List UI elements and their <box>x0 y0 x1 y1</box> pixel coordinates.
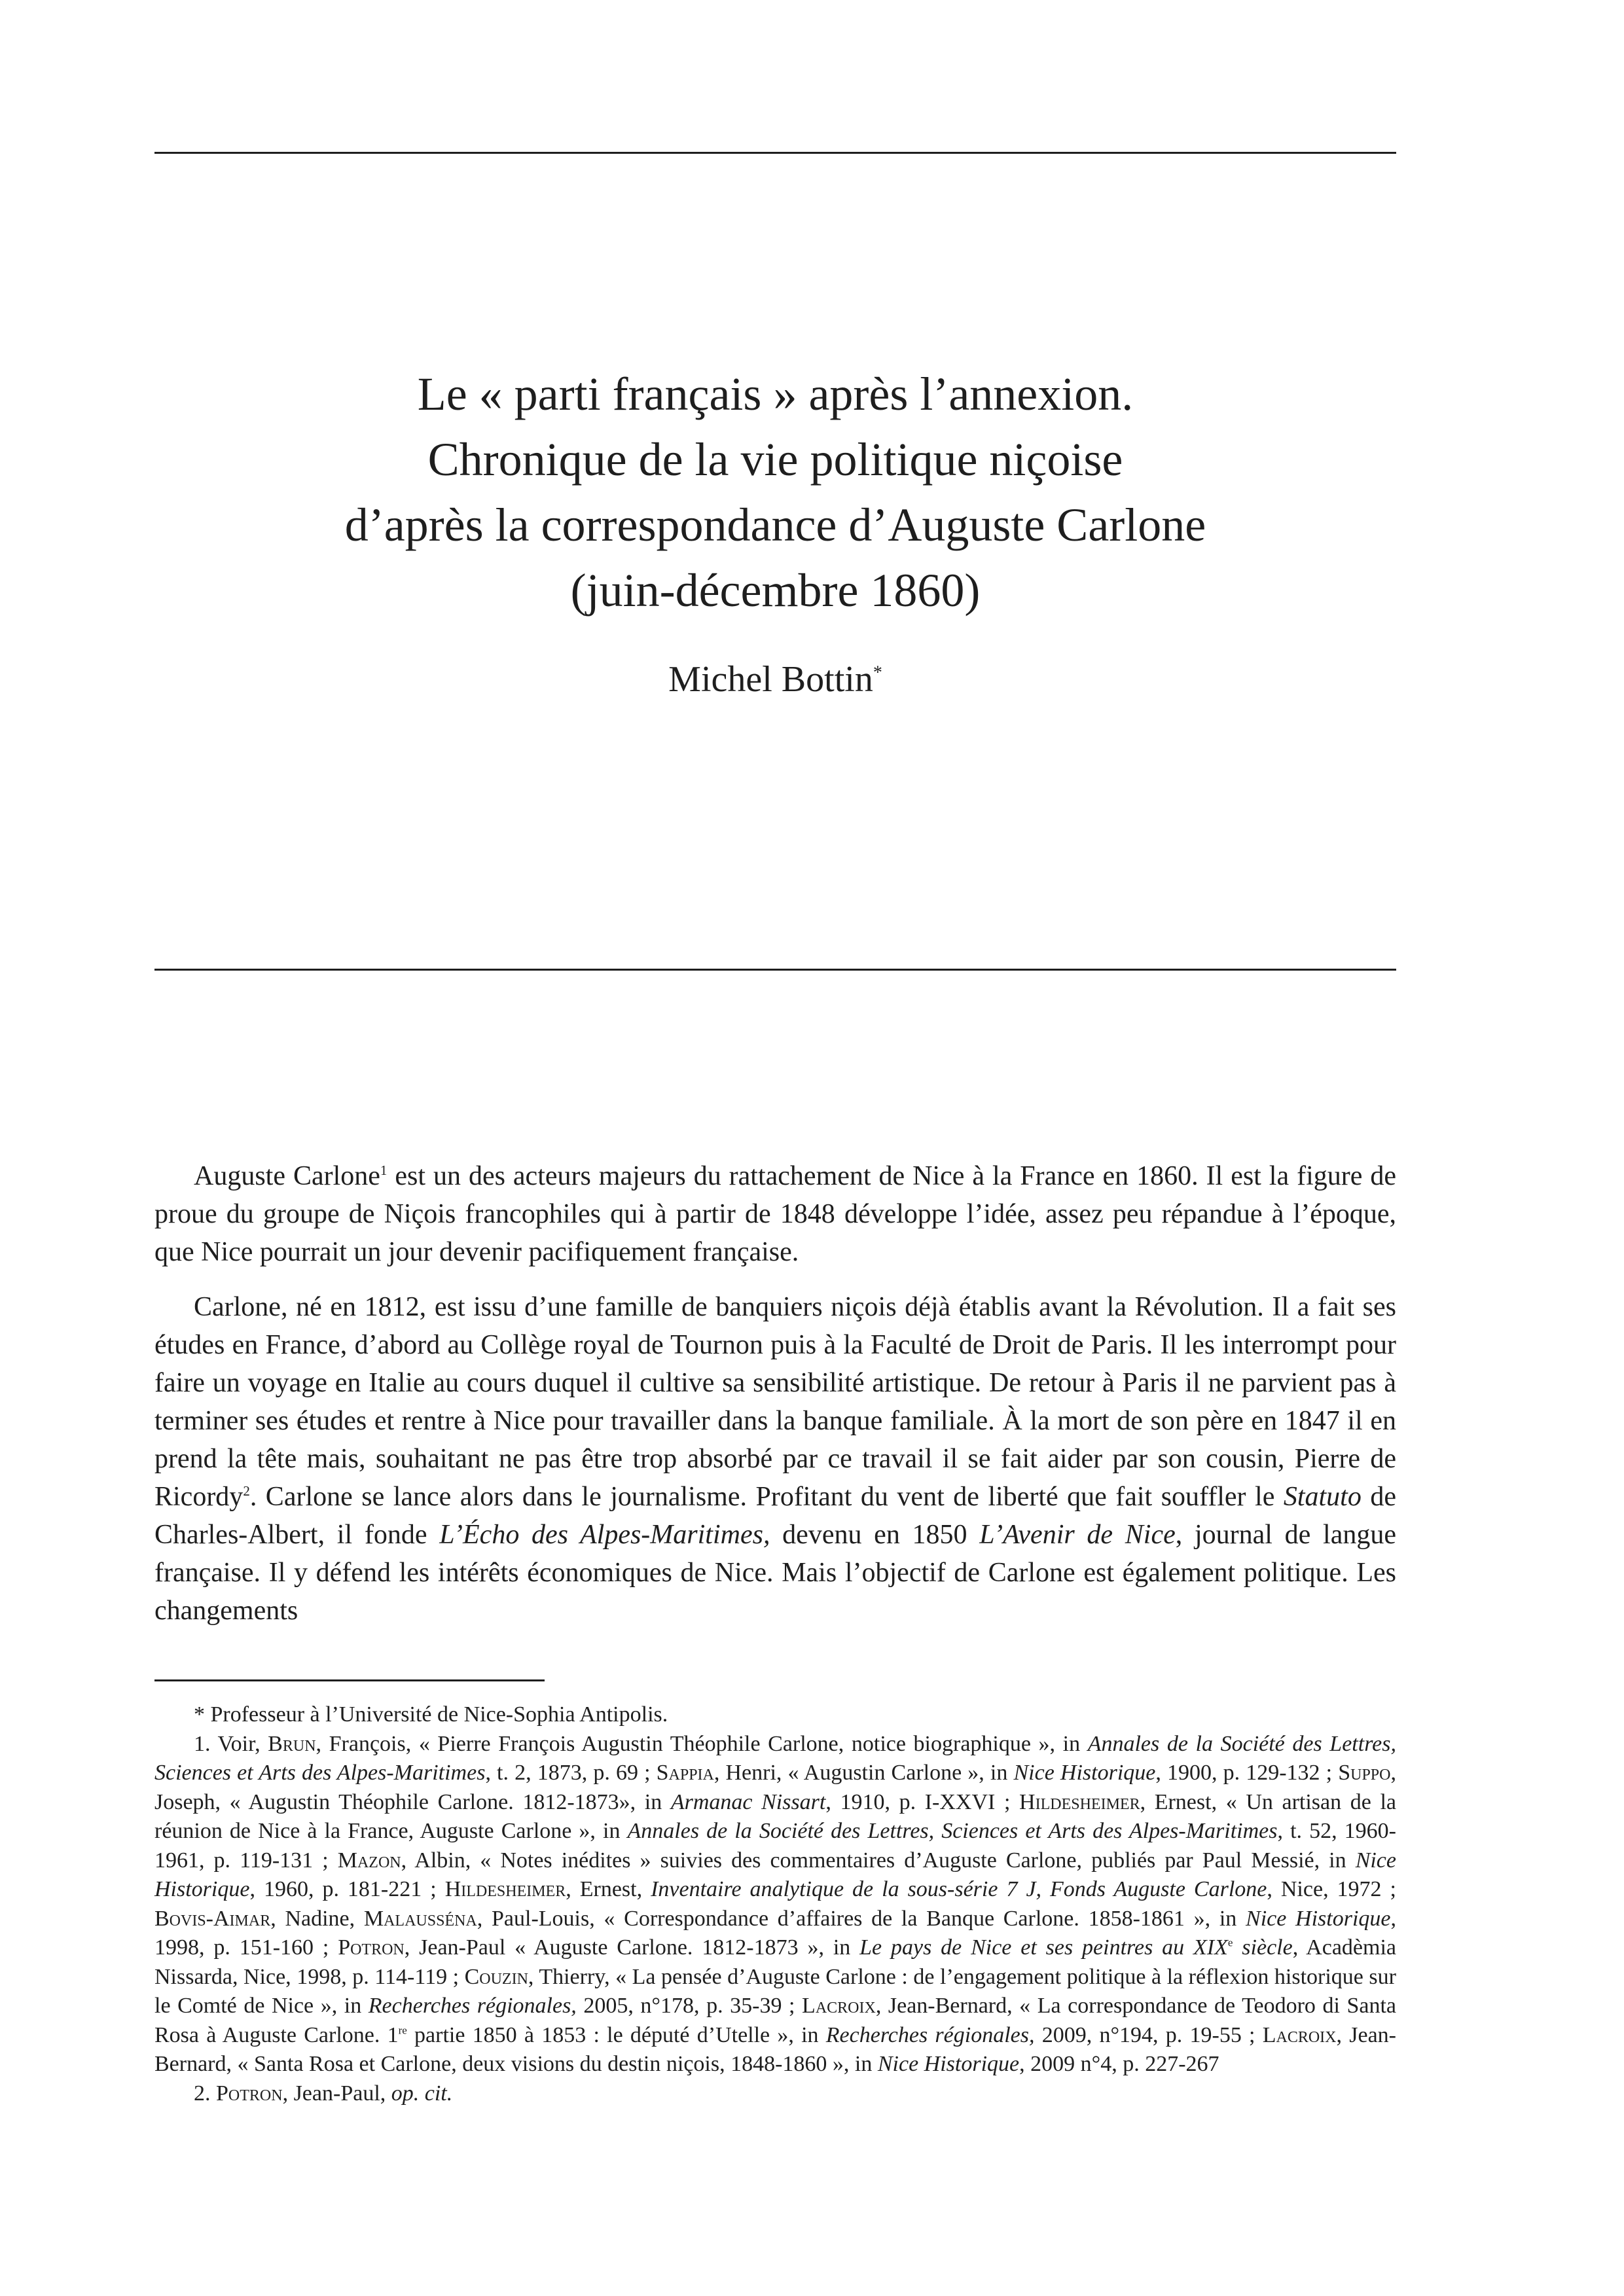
italic-text-run: Le pays de Nice et ses peintres au XIX <box>859 1935 1228 1960</box>
text-run: . Carlone se lance alors dans le journalisme. Profitant du vent de liberté que fait souffler le <box>249 1482 1284 1512</box>
text-run: , Nadine, <box>270 1906 364 1931</box>
text-run: , Joseph, « Augustin Théophile Carlone. 1812-1873», in <box>154 1761 1396 1814</box>
author-surname: Mazon <box>337 1848 401 1873</box>
italic-text-run: Annales de la Société des Lettres, Sciences et Arts des Alpes-Maritimes <box>154 1731 1396 1785</box>
author-surname: Lacroix <box>1262 2022 1337 2047</box>
author-surname: Couzin <box>464 1964 528 1989</box>
paragraph-1 <box>154 1157 1396 1271</box>
text-run: , Acadèmia Nissarda, Nice, 1998, p. 114-119 ; <box>154 1935 1396 1989</box>
italic-text-run: Inventaire analytique de la sous-série 7 J, Fonds Auguste Carlone <box>651 1877 1267 1901</box>
text-run: , Jean-Bernard, « Santa Rosa et Carlone, deux visions du destin niçois, 1848-1860 », in <box>154 2022 1396 2076</box>
author-byline <box>154 653 1396 706</box>
text-run: devenu en 1850 <box>770 1520 980 1550</box>
text-run: , Ernest, « Un artisan de la réunion de Nice à la France, Auguste Carlone », in <box>154 1789 1396 1843</box>
text-run: 2. <box>194 2081 216 2106</box>
body-text <box>154 1157 1396 1647</box>
author-surname: Potron <box>338 1935 405 1960</box>
italic-text-run: Nice Historique <box>154 1848 1396 1901</box>
superscript: e <box>1227 1936 1233 1949</box>
text-run: Auguste Carlone <box>194 1161 380 1191</box>
top-rule <box>154 152 1396 154</box>
text-run: , Albin, « Notes inédites » suivies des commentaires d’Auguste Carlone, publiés par Paul Messié, in <box>401 1848 1356 1873</box>
article-title <box>154 361 1396 623</box>
text-run: , François, « Pierre François Augustin Théophile Carlone, notice biographique », in <box>316 1731 1088 1756</box>
text-run: , t. 2, 1873, p. 69 ; <box>485 1761 657 1785</box>
paragraph-2 <box>154 1288 1396 1630</box>
title-line-1: Le « parti français » après l’annexion. <box>417 368 1134 420</box>
footnote-ref-2: 2 <box>243 1483 250 1499</box>
text-run: 1. Voir, <box>194 1731 268 1756</box>
footnote-2 <box>154 2079 1396 2109</box>
text-run: , journal de langue française. Il y défend les intérêts économiques de Nice. Mais l’objectif de Carlone est également politique. Les changements <box>154 1520 1397 1626</box>
title-line-4: (juin-décembre 1860) <box>570 564 981 617</box>
text-run: , Nice, 1972 ; <box>1267 1877 1396 1901</box>
text-run: , Paul-Louis, « Correspondance d’affaires de la Banque Carlone. 1858-1861 », in <box>477 1906 1246 1931</box>
author-surname: Brun <box>268 1731 316 1756</box>
author-surname: Potron <box>216 2081 283 2106</box>
author-footnote-mark: * <box>873 662 882 683</box>
text-run: partie 1850 à 1853 : le député d’Utelle », in <box>406 2022 826 2047</box>
italic-text-run: op. cit. <box>391 2081 453 2106</box>
italic-text-run: Nice Historique <box>877 2052 1020 2076</box>
title-bottom-rule <box>154 969 1396 971</box>
author-surname: Sappia <box>656 1761 714 1785</box>
text-run: , Thierry, « La pensée d’Auguste Carlone : de l’engagement politique à la réflexion historique sur le Comté de Nice », in <box>154 1964 1396 2018</box>
author-surname: Hildesheimer <box>444 1877 566 1901</box>
text-run: , 2009 n°4, p. 227-267 <box>1019 2052 1219 2076</box>
text-run: , 1910, p. I-XXVI ; <box>825 1789 1020 1814</box>
text-run: 2009, n°194, p. 19-55 ; <box>1034 2022 1263 2047</box>
italic-text-run: Annales de la Société des Lettres, Sciences et Arts des Alpes-Maritimes <box>627 1819 1278 1843</box>
superscript: re <box>398 2024 407 2037</box>
italic-text-run: Recherches régionales, <box>825 2022 1035 2047</box>
italic-text-run: Nice Historique <box>1246 1906 1391 1931</box>
author-surname: Lacroix <box>802 1994 876 2018</box>
text-run: , Ernest, <box>566 1877 651 1901</box>
footnote-1 <box>154 1730 1396 2079</box>
text-run: , Jean-Paul « Auguste Carlone. 1812-1873 », in <box>404 1935 860 1960</box>
text-run: , 1998, p. 151-160 ; <box>154 1906 1396 1960</box>
footnote-ref-1: 1 <box>380 1162 388 1178</box>
text-run: , t. 52, 1960-1961, p. 119-131 ; <box>154 1819 1396 1873</box>
text-run: est un des acteurs majeurs du rattachement de Nice à la France en 1860. Il est la figure de proue du groupe de Niçois francophiles qui à partir de 1848 développe l’idée, assez peu répandue à l’époque, que Nice pourrait un jour devenir pacifiquement française. <box>154 1161 1396 1267</box>
text-run: de Charles-Albert, il fonde <box>154 1482 1396 1550</box>
title-line-3: d’après la correspondance d’Auguste Carlone <box>344 499 1206 551</box>
footnote-separator <box>154 1679 545 1681</box>
title-line-2: Chronique de la vie politique niçoise <box>427 433 1123 486</box>
author-surname: Bovis-Aimar <box>154 1906 271 1931</box>
text-run: 2005, n°178, p. 35-39 ; <box>576 1994 803 2018</box>
italic-text-run: Recherches régionales, <box>368 1994 577 2018</box>
author-surname: Suppo <box>1338 1761 1391 1785</box>
text-run: , 1900, p. 129-132 ; <box>1155 1761 1339 1785</box>
author-surname: Hildesheimer <box>1019 1789 1140 1814</box>
footnotes <box>154 1700 1396 2108</box>
italic-text-run: Nice Historique <box>1013 1761 1156 1785</box>
text-run: , Henri, « Augustin Carlone », in <box>713 1761 1014 1785</box>
italic-text-run: Statuto <box>1283 1482 1362 1512</box>
author-name: Michel Bottin <box>668 659 873 700</box>
footnote-star: * Professeur à l’Université de Nice-Sophia Antipolis. <box>194 1702 668 1727</box>
text-run: , Jean-Paul, <box>282 2081 391 2106</box>
italic-text-run: siècle <box>1233 1935 1293 1960</box>
text-run: Carlone, né en 1812, est issu d’une famille de banquiers niçois déjà établis avant la Révolution. Il a fait ses études en France, d’abord au Collège royal de Tournon puis à la Faculté de Droit de Paris. Il les interrompt pour faire un voyage en Italie au cours duquel il cultive sa sensibilité artistique. De retour à Paris il ne parvient pas à terminer ses études et rentre à Nice pour travailler dans la banque familiale. À la mort de son père en 1847 il en prend la tête mais, souhaitant ne pas être trop absorbé par ce travail il se fait aider par son cousin, Pierre de Ricordy <box>154 1292 1396 1512</box>
text-run: , Jean-Bernard, « La correspondance de Teodoro di Santa Rosa à Auguste Carlone. 1 <box>154 1994 1397 2047</box>
italic-text-run: Armanac Nissart <box>670 1789 826 1814</box>
author-surname: Malausséna <box>363 1906 477 1931</box>
italic-text-run: L’Avenir de Nice <box>979 1520 1176 1550</box>
text-run: , 1960, p. 181-221 ; <box>249 1877 445 1901</box>
italic-text-run: L’Écho des Alpes-Maritimes, <box>439 1520 770 1550</box>
